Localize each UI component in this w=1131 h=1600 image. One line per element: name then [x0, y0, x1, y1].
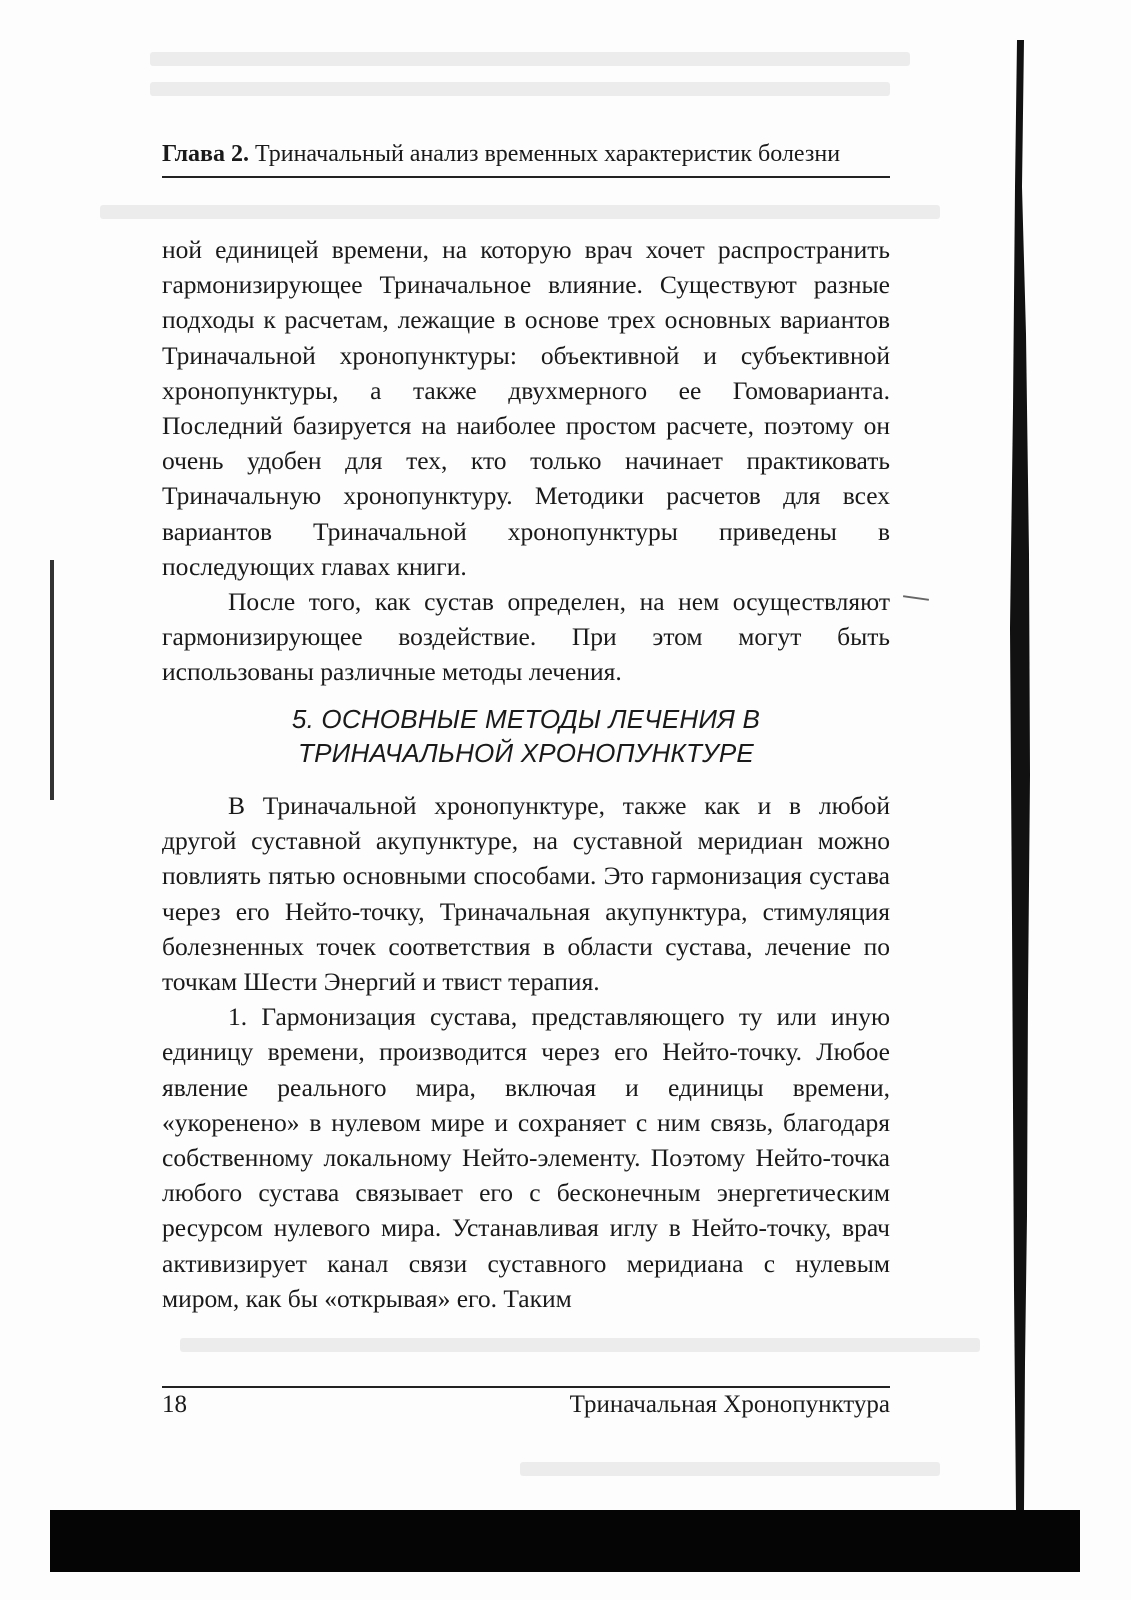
footer-rule: [162, 1386, 890, 1388]
page-number: 18: [162, 1391, 187, 1418]
chapter-title: Триначальный анализ временных характеристик болезни: [255, 141, 841, 167]
section-heading-line: ТРИНАЧАЛЬНОЙ ХРОНОПУНКТУРЕ: [298, 738, 754, 768]
bleed-through-line: [520, 1462, 940, 1476]
bleed-through-line: [150, 52, 910, 66]
running-head: [162, 139, 890, 169]
scan-shadow-edge: [50, 560, 54, 800]
bleed-through-line: [180, 1338, 980, 1352]
scan-bottom-border: [50, 1510, 1080, 1572]
bleed-through-line: [150, 82, 890, 96]
paragraph: После того, как сустав определен, на нем осуществляют гармонизирующее воздействие. При этом могут быть использованы различные методы лечения.: [162, 587, 890, 687]
bleed-through-line: [100, 205, 940, 219]
paragraph: В Триначальной хронопунктуре, также как и в любой другой суставной акупунктуре, на суставной меридиан можно повлиять пятью основными способами. Это гармонизация сустава через его Нейто-точку, Триначальная акупунктура, стимуляция болезненных точек соответствия в области сустава, лечение по точкам Шести Энергий и твист терапия.: [162, 791, 890, 997]
margin-mark: [903, 595, 929, 601]
scan-shadow-edge: [1010, 40, 1030, 1510]
header-rule: [162, 176, 890, 178]
section-heading-line: 5. ОСНОВНЫЕ МЕТОДЫ ЛЕЧЕНИЯ В: [291, 704, 761, 734]
text-block-2: [162, 788, 890, 1316]
book-title: Триначальная Хронопунктура: [569, 1391, 890, 1418]
paragraph: 1. Гармонизация сустава, представляющего ту или иную единицу времени, производится через его Нейто-точку. Любое явление реального мира, включая и единицы времени, «укоренено» в нулевом мире и сохраняет с ним связь, благодаря собственному локальному Нейто-элементу. Поэтому Нейто-точка любого сустава связывает его с бесконечным энергетическим ресурсом нулевого мира. Устанавливая иглу в Нейто-точку, врач активизирует канал связи суставного меридиана с нулевым миром, как бы «открывая» его. Таким: [162, 1002, 890, 1313]
section-heading: [162, 702, 890, 770]
chapter-label: Глава 2.: [162, 141, 249, 167]
paragraph: ной единицей времени, на которую врач хочет распространить гармонизирующее Триначальное влияние. Существуют разные подходы к расчетам, лежащие в основе трех основных вариантов Триначальной хронопунктуры: объективной и субъективной хронопунктуры, а также двухмерного ее Гомоварианта. Последний базируется на наиболее простом расчете, поэтому он очень удобен для тех, кто только начинает практиковать Триначальную хронопунктуру. Методики расчетов для всех вариантов Триначальной хронопунктуры приведены в последующих главах книги.: [162, 235, 890, 581]
text-block-1: [162, 232, 890, 690]
